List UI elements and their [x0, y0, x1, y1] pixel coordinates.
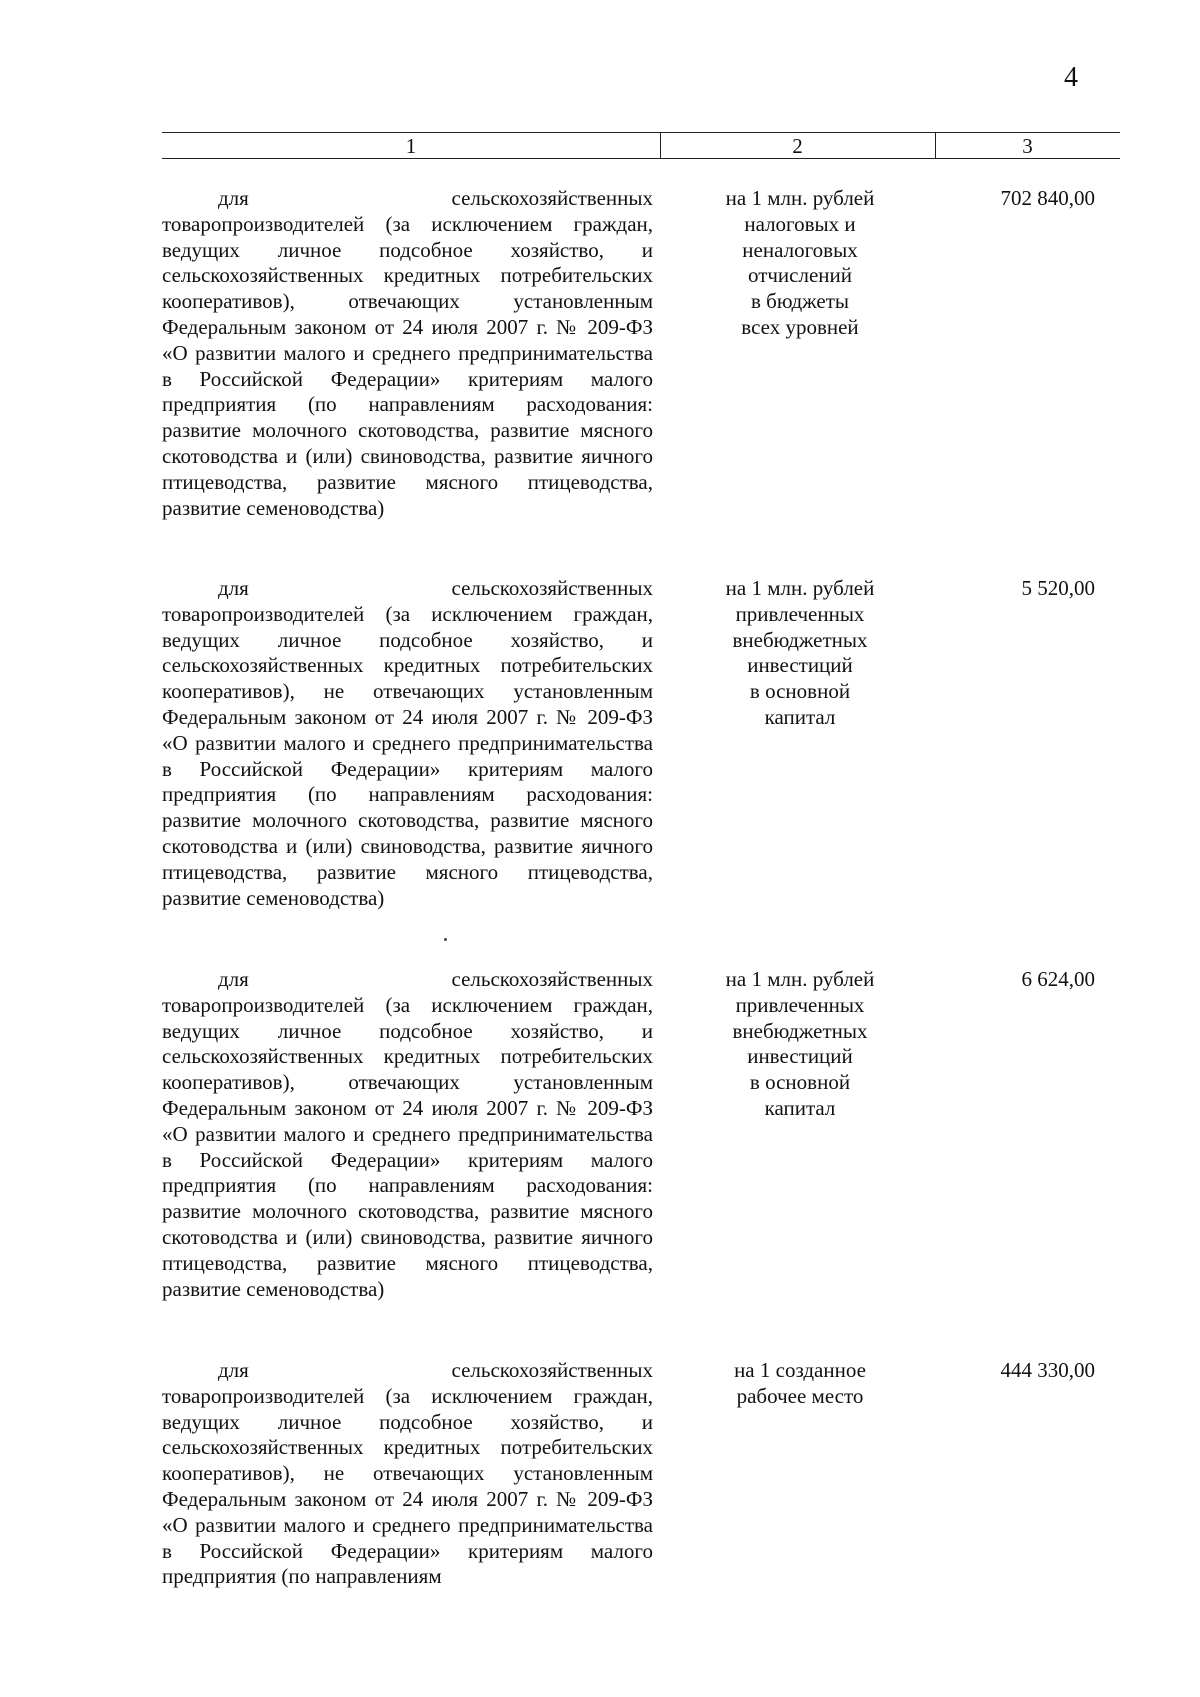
row-value: 6 624,00: [1021, 967, 1095, 991]
row-unit-line: капитал: [764, 704, 836, 729]
row-unit: [700, 576, 900, 731]
row-unit-line: налоговых и: [744, 211, 856, 236]
row-description: [162, 1358, 653, 1590]
row-unit: [700, 1358, 900, 1410]
row-unit-line: привлеченных: [735, 992, 865, 1017]
row-value: 702 840,00: [1000, 186, 1095, 210]
header-bottom-rule: [162, 158, 1120, 159]
header-top-rule: [162, 132, 1120, 133]
row-unit-line: внебюджетных: [732, 1018, 868, 1043]
row-unit-line: инвестиций: [747, 653, 853, 678]
row-unit-line: на 1 созданное: [734, 1358, 866, 1382]
table-header: [162, 132, 1120, 162]
row-description-first-line: для сельскохозяйственных: [218, 576, 653, 600]
row-unit-line: на 1 млн. рублей: [725, 576, 875, 600]
row-unit-line: в бюджеты: [751, 289, 849, 314]
row-description: [162, 576, 653, 911]
row-unit-line: всех уровней: [741, 314, 859, 339]
row-unit-line: на 1 млн. рублей: [725, 967, 875, 991]
row-unit: [700, 967, 900, 1122]
row-unit-line: в основной: [749, 679, 851, 704]
row-description-first-line: для сельскохозяйственных: [218, 967, 653, 991]
page-number: 4: [1064, 62, 1078, 93]
row-unit-line: на 1 млн. рублей: [725, 186, 875, 210]
header-col-1: 1: [405, 134, 417, 158]
scan-speck: [444, 938, 447, 941]
row-description-text: товаропроизводителей (за исключением граждан, ведущих личное подсобное хозяйство, и сельскохозяйственных кредитных потребительских кооперативов), отвечающих установленным Федеральным законом от 24 июля 2007 г. № 209-ФЗ «О развитии малого и среднего предпринимательства в Российской Федерации» критериям малого предприятия (по направлениям расходования: развитие молочного скотоводства, развитие мясного скотоводства и (или) свиноводства, развитие яичного птицеводства, развитие мясного птицеводства, развитие семеноводства): [162, 992, 653, 1301]
row-unit-line: неналоговых: [742, 237, 858, 262]
row-description-first-line: для сельскохозяйственных: [218, 186, 653, 210]
row-unit-line: рабочее место: [736, 1383, 864, 1408]
row-description: [162, 967, 653, 1302]
row-unit-line: привлеченных: [735, 601, 865, 626]
row-unit-line: инвестиций: [747, 1044, 853, 1069]
row-description-text: товаропроизводителей (за исключением граждан, ведущих личное подсобное хозяйство, и сельскохозяйственных кредитных потребительских кооперативов), отвечающих установленным Федеральным законом от 24 июля 2007 г. № 209-ФЗ «О развитии малого и среднего предпринимательства в Российской Федерации» критериям малого предприятия (по направлениям расходования: развитие молочного скотоводства, развитие мясного скотоводства и (или) свиноводства, развитие яичного птицеводства, развитие мясного птицеводства, развитие семеноводства): [162, 211, 653, 520]
row-unit: [700, 186, 900, 341]
row-unit-line: отчислений: [747, 263, 853, 288]
row-description-text: товаропроизводителей (за исключением граждан, ведущих личное подсобное хозяйство, и сельскохозяйственных кредитных потребительских кооперативов), не отвечающих установленным Федеральным законом от 24 июля 2007 г. № 209-ФЗ «О развитии малого и среднего предпринимательства в Российской Федерации» критериям малого предприятия (по направлениям расходования: развитие молочного скотоводства, развитие мясного скотоводства и (или) свиноводства, развитие яичного птицеводства, развитие мясного птицеводства, развитие семеноводства): [162, 601, 653, 910]
row-description: [162, 186, 653, 521]
row-unit-line: капитал: [764, 1095, 836, 1120]
row-unit-line: внебюджетных: [732, 627, 868, 652]
header-col-3: 3: [1022, 134, 1033, 158]
header-col-2: 2: [792, 134, 803, 158]
row-value: 444 330,00: [1000, 1358, 1095, 1382]
row-value: 5 520,00: [1021, 576, 1095, 600]
row-description-first-line: для сельскохозяйственных: [218, 1358, 653, 1382]
row-description-text: товаропроизводителей (за исключением граждан, ведущих личное подсобное хозяйство, и сельскохозяйственных кредитных потребительских кооперативов), не отвечающих установленным Федеральным законом от 24 июля 2007 г. № 209-ФЗ «О развитии малого и среднего предпринимательства в Российской Федерации» критериям малого предприятия (по направлениям: [162, 1383, 653, 1589]
row-unit-line: в основной: [749, 1070, 851, 1095]
